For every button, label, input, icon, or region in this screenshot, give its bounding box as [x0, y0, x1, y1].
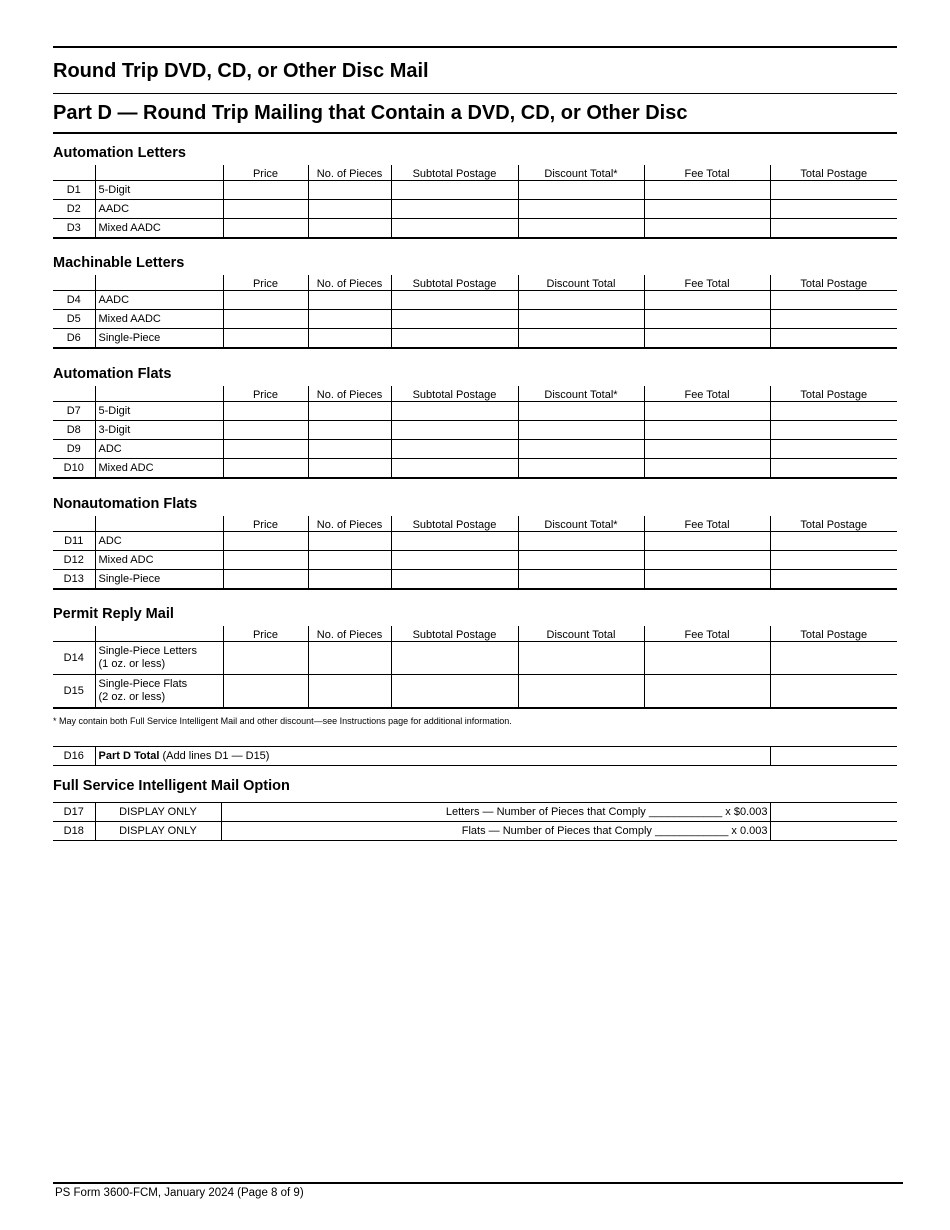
total-cell[interactable] — [770, 532, 897, 551]
header-blank — [95, 516, 223, 532]
header-price: Price — [223, 386, 308, 402]
line-label: Mixed AADC — [95, 219, 223, 239]
header-blank — [53, 386, 95, 402]
discount-cell[interactable] — [518, 181, 644, 200]
nonautomation-flats-section — [53, 494, 897, 590]
price-cell[interactable] — [223, 551, 308, 570]
total-cell[interactable] — [770, 822, 897, 841]
line-code: D11 — [53, 532, 95, 551]
price-cell[interactable] — [223, 642, 308, 675]
line-code: D4 — [53, 291, 95, 310]
total-cell[interactable] — [770, 675, 897, 709]
price-cell[interactable] — [223, 532, 308, 551]
bottom-rule — [53, 1182, 903, 1184]
line-code: D3 — [53, 219, 95, 239]
machinable-letters-table — [53, 275, 897, 349]
header-blank — [53, 275, 95, 291]
table-row — [53, 570, 897, 590]
total-cell[interactable] — [770, 181, 897, 200]
header-discount: Discount Total* — [518, 386, 644, 402]
table-row — [53, 200, 897, 219]
table-row — [53, 675, 897, 709]
line-code: D7 — [53, 402, 95, 421]
fee-cell[interactable] — [644, 200, 770, 219]
header-subtotal: Subtotal Postage — [391, 165, 518, 181]
line-code: D10 — [53, 459, 95, 479]
table-header — [53, 626, 897, 642]
line-code: D6 — [53, 329, 95, 349]
price-cell[interactable] — [223, 291, 308, 310]
subtotal-cell[interactable] — [391, 181, 518, 200]
permit-reply-mail-section — [53, 604, 897, 709]
subtotal-cell[interactable] — [391, 329, 518, 349]
line-code: D14 — [53, 642, 95, 675]
header-pieces: No. of Pieces — [308, 165, 391, 181]
total-cell[interactable] — [770, 551, 897, 570]
pieces-cell[interactable] — [308, 329, 391, 349]
line-label: AADC — [95, 291, 223, 310]
subtotal-cell[interactable] — [391, 421, 518, 440]
line-label: Mixed ADC — [95, 459, 223, 479]
line-label: ADC — [95, 440, 223, 459]
pieces-cell[interactable] — [308, 310, 391, 329]
machinable-letters-section — [53, 253, 897, 349]
discount-cell[interactable] — [518, 642, 644, 675]
header-blank — [53, 165, 95, 181]
header-pieces: No. of Pieces — [308, 626, 391, 642]
line-code: D15 — [53, 675, 95, 709]
pieces-cell[interactable] — [308, 532, 391, 551]
pieces-cell[interactable] — [308, 642, 391, 675]
header-discount: Discount Total — [518, 626, 644, 642]
table-row — [53, 329, 897, 349]
header-fee: Fee Total — [644, 275, 770, 291]
line-code: D16 — [53, 747, 95, 766]
fee-cell[interactable] — [644, 440, 770, 459]
subtotal-cell[interactable] — [391, 675, 518, 709]
header-subtotal: Subtotal Postage — [391, 386, 518, 402]
line-label — [95, 642, 223, 675]
total-cell[interactable] — [770, 570, 897, 590]
header-price: Price — [223, 516, 308, 532]
header-discount: Discount Total — [518, 275, 644, 291]
label-line: (1 oz. or less) — [98, 658, 166, 670]
header-blank — [95, 386, 223, 402]
price-cell[interactable] — [223, 675, 308, 709]
header-subtotal: Subtotal Postage — [391, 275, 518, 291]
section-heading: Nonautomation Flats — [53, 496, 198, 512]
table-row — [53, 402, 897, 421]
line-label: Single-Piece — [95, 570, 223, 590]
line-code: D5 — [53, 310, 95, 329]
price-cell[interactable] — [223, 181, 308, 200]
fsim-table — [53, 802, 897, 841]
discount-cell[interactable] — [518, 440, 644, 459]
price-cell[interactable] — [223, 219, 308, 239]
subtotal-cell[interactable] — [391, 402, 518, 421]
fee-cell[interactable] — [644, 642, 770, 675]
header-total: Total Postage — [770, 275, 897, 291]
fee-cell[interactable] — [644, 181, 770, 200]
form-title: Round Trip DVD, CD, or Other Disc Mail — [53, 60, 429, 82]
pieces-cell[interactable] — [308, 675, 391, 709]
fee-cell[interactable] — [644, 310, 770, 329]
line-code: D8 — [53, 421, 95, 440]
subtotal-cell[interactable] — [391, 459, 518, 479]
table-row — [53, 551, 897, 570]
fee-cell[interactable] — [644, 675, 770, 709]
discount-cell[interactable] — [518, 551, 644, 570]
table-header — [53, 275, 897, 291]
header-fee: Fee Total — [644, 516, 770, 532]
total-label-rest: (Add lines D1 — D15) — [159, 750, 270, 762]
subtotal-cell[interactable] — [391, 440, 518, 459]
header-blank — [53, 626, 95, 642]
subtotal-cell[interactable] — [391, 291, 518, 310]
header-fee: Fee Total — [644, 386, 770, 402]
header-subtotal: Subtotal Postage — [391, 516, 518, 532]
fee-cell[interactable] — [644, 459, 770, 479]
line-label: Single-Piece — [95, 329, 223, 349]
line-label: 3-Digit — [95, 421, 223, 440]
display-only: DISPLAY ONLY — [95, 803, 221, 822]
fee-cell[interactable] — [644, 532, 770, 551]
section-heading: Machinable Letters — [53, 255, 185, 271]
header-discount: Discount Total* — [518, 165, 644, 181]
total-cell[interactable] — [770, 219, 897, 239]
total-cell[interactable] — [770, 200, 897, 219]
header-total: Total Postage — [770, 516, 897, 532]
automation-letters-section — [53, 143, 897, 239]
pieces-cell[interactable] — [308, 551, 391, 570]
total-label-bold: Part D Total — [98, 750, 160, 762]
price-cell[interactable] — [223, 570, 308, 590]
title-rule — [53, 93, 897, 94]
part-d-total — [53, 746, 897, 766]
discount-cell[interactable] — [518, 570, 644, 590]
pieces-cell[interactable] — [308, 421, 391, 440]
table-row — [53, 291, 897, 310]
subtotal-cell[interactable] — [391, 532, 518, 551]
subtotal-cell[interactable] — [391, 642, 518, 675]
discount-cell[interactable] — [518, 402, 644, 421]
nonautomation-flats-table — [53, 516, 897, 590]
header-blank — [95, 626, 223, 642]
header-price: Price — [223, 626, 308, 642]
header-total: Total Postage — [770, 165, 897, 181]
fsim-section — [53, 776, 897, 841]
total-cell[interactable] — [770, 329, 897, 349]
header-total: Total Postage — [770, 626, 897, 642]
discount-cell[interactable] — [518, 329, 644, 349]
pieces-cell[interactable] — [308, 181, 391, 200]
table-row — [53, 459, 897, 479]
line-label: Mixed AADC — [95, 310, 223, 329]
table-row — [53, 440, 897, 459]
pieces-cell[interactable] — [308, 291, 391, 310]
table-row — [53, 747, 897, 766]
label-line: Single-Piece Flats — [98, 678, 188, 690]
table-row — [53, 822, 897, 841]
total-cell[interactable] — [770, 421, 897, 440]
discount-cell[interactable] — [518, 310, 644, 329]
header-fee: Fee Total — [644, 626, 770, 642]
price-cell[interactable] — [223, 440, 308, 459]
line-code: D18 — [53, 822, 95, 841]
line-code: D9 — [53, 440, 95, 459]
subtotal-cell[interactable] — [391, 310, 518, 329]
pieces-cell[interactable] — [308, 440, 391, 459]
footnote: * May contain both Full Service Intelligent Mail and other discount—see Instructions page for additional information. — [53, 716, 512, 726]
header-pieces: No. of Pieces — [308, 516, 391, 532]
part-heading: Part D — Round Trip Mailing that Contain a DVD, CD, or Other Disc — [53, 102, 688, 124]
header-blank — [95, 165, 223, 181]
line-label — [95, 675, 223, 709]
total-table — [53, 746, 897, 766]
header-blank — [53, 516, 95, 532]
header-price: Price — [223, 275, 308, 291]
pieces-cell[interactable] — [308, 200, 391, 219]
part-rule — [53, 132, 897, 134]
section-heading: Automation Flats — [53, 366, 172, 382]
label-line: Single-Piece Letters — [98, 645, 197, 657]
line-label: Mixed ADC — [95, 551, 223, 570]
subtotal-cell[interactable] — [391, 570, 518, 590]
line-label: 5-Digit — [95, 402, 223, 421]
discount-cell[interactable] — [518, 675, 644, 709]
header-price: Price — [223, 165, 308, 181]
discount-cell[interactable] — [518, 291, 644, 310]
total-cell[interactable] — [770, 642, 897, 675]
fee-cell[interactable] — [644, 329, 770, 349]
discount-cell[interactable] — [518, 219, 644, 239]
subtotal-cell[interactable] — [391, 551, 518, 570]
form-footer: PS Form 3600-FCM, January 2024 (Page 8 of 9) — [55, 1187, 304, 1199]
header-blank — [95, 275, 223, 291]
total-cell[interactable] — [770, 747, 897, 766]
table-row — [53, 181, 897, 200]
price-cell[interactable] — [223, 310, 308, 329]
table-header — [53, 516, 897, 532]
total-cell[interactable] — [770, 803, 897, 822]
line-label: 5-Digit — [95, 181, 223, 200]
fee-cell[interactable] — [644, 570, 770, 590]
discount-cell[interactable] — [518, 200, 644, 219]
automation-flats-section — [53, 364, 897, 479]
header-fee: Fee Total — [644, 165, 770, 181]
header-discount: Discount Total* — [518, 516, 644, 532]
price-cell[interactable] — [223, 200, 308, 219]
table-header — [53, 165, 897, 181]
line-code: D1 — [53, 181, 95, 200]
total-cell[interactable] — [770, 310, 897, 329]
header-pieces: No. of Pieces — [308, 275, 391, 291]
fee-cell[interactable] — [644, 219, 770, 239]
header-subtotal: Subtotal Postage — [391, 626, 518, 642]
price-cell[interactable] — [223, 459, 308, 479]
section-heading: Full Service Intelligent Mail Option — [53, 778, 290, 794]
line-label: ADC — [95, 532, 223, 551]
header-pieces: No. of Pieces — [308, 386, 391, 402]
top-rule — [53, 46, 897, 48]
section-heading: Automation Letters — [53, 145, 186, 161]
subtotal-cell[interactable] — [391, 200, 518, 219]
automation-letters-table — [53, 165, 897, 239]
discount-cell[interactable] — [518, 421, 644, 440]
line-code: D13 — [53, 570, 95, 590]
pieces-cell[interactable] — [308, 570, 391, 590]
price-cell[interactable] — [223, 421, 308, 440]
line-code: D17 — [53, 803, 95, 822]
total-cell[interactable] — [770, 291, 897, 310]
pieces-cell[interactable] — [308, 459, 391, 479]
table-header — [53, 386, 897, 402]
table-row — [53, 310, 897, 329]
fee-cell[interactable] — [644, 421, 770, 440]
table-row — [53, 421, 897, 440]
pieces-cell[interactable] — [308, 402, 391, 421]
table-row — [53, 532, 897, 551]
fee-cell[interactable] — [644, 551, 770, 570]
discount-cell[interactable] — [518, 532, 644, 551]
pieces-cell[interactable] — [308, 219, 391, 239]
line-label: AADC — [95, 200, 223, 219]
total-cell[interactable] — [770, 459, 897, 479]
fee-cell[interactable] — [644, 291, 770, 310]
fsim-line-text: Letters — Number of Pieces that Comply ____________ x $0.003 — [221, 803, 770, 822]
table-row — [53, 642, 897, 675]
line-code: D12 — [53, 551, 95, 570]
label-line: (2 oz. or less) — [98, 691, 166, 703]
fee-cell[interactable] — [644, 402, 770, 421]
total-cell[interactable] — [770, 440, 897, 459]
price-cell[interactable] — [223, 329, 308, 349]
discount-cell[interactable] — [518, 459, 644, 479]
header-total: Total Postage — [770, 386, 897, 402]
automation-flats-table — [53, 386, 897, 479]
fsim-line-text: Flats — Number of Pieces that Comply ____________ x 0.003 — [221, 822, 770, 841]
subtotal-cell[interactable] — [391, 219, 518, 239]
table-row — [53, 803, 897, 822]
total-label — [95, 747, 770, 766]
table-row — [53, 219, 897, 239]
line-code: D2 — [53, 200, 95, 219]
section-heading: Permit Reply Mail — [53, 606, 174, 622]
total-cell[interactable] — [770, 402, 897, 421]
permit-reply-mail-table — [53, 626, 897, 709]
price-cell[interactable] — [223, 402, 308, 421]
display-only: DISPLAY ONLY — [95, 822, 221, 841]
